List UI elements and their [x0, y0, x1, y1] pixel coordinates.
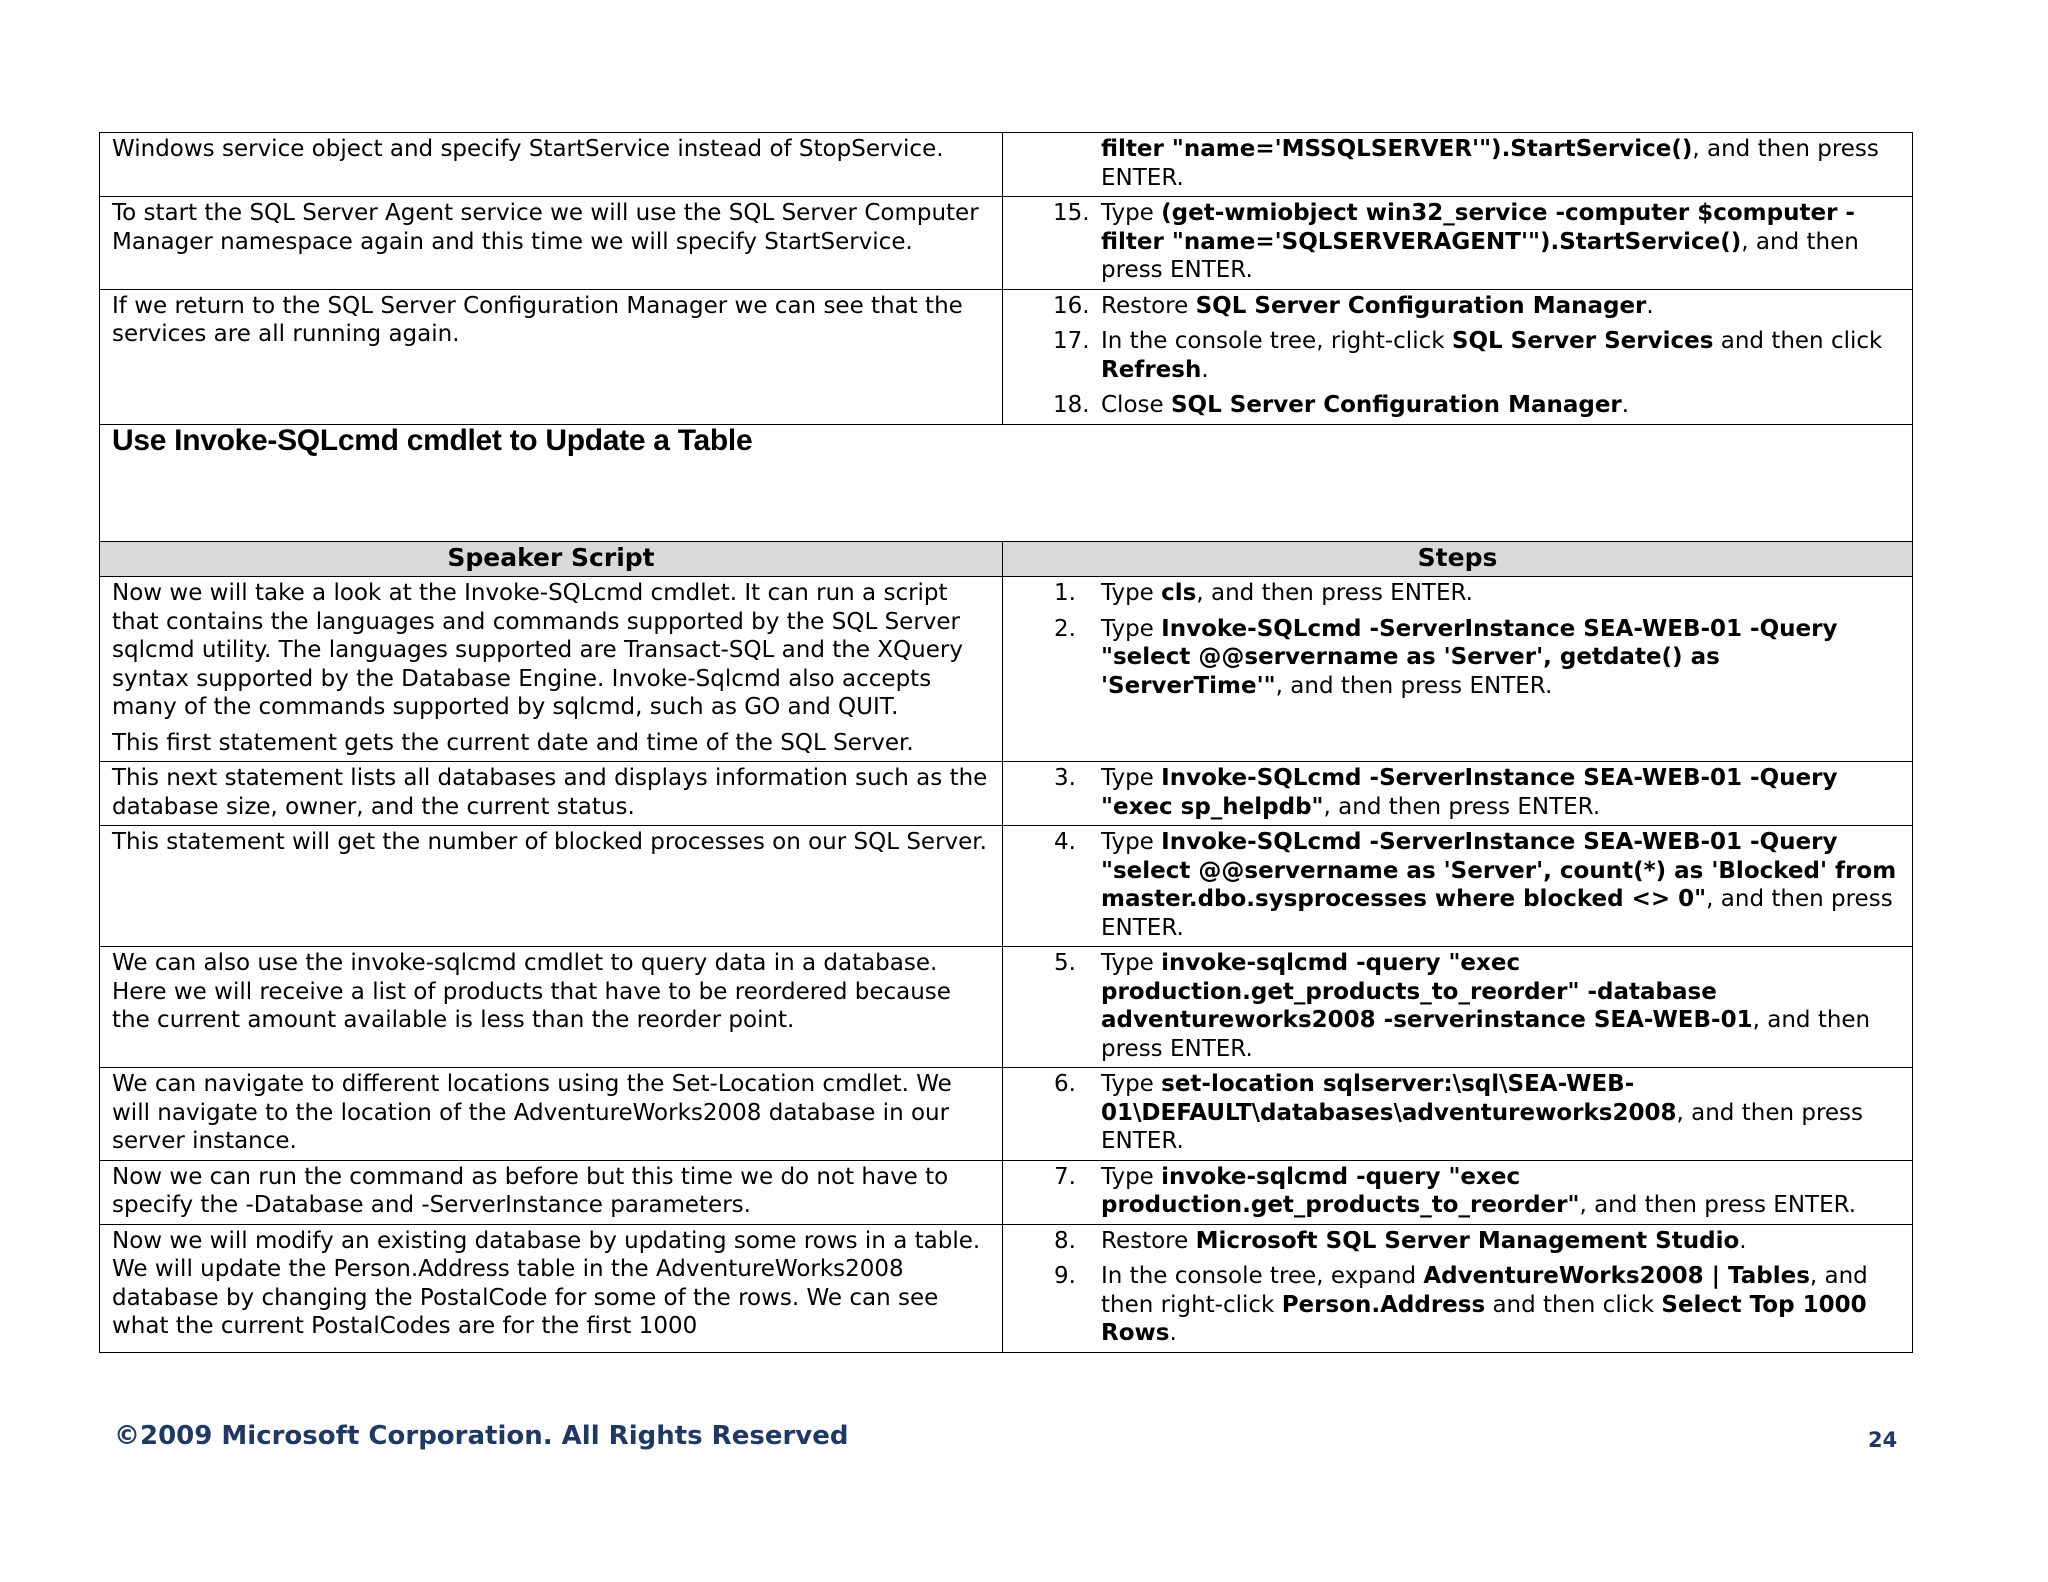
bold-command-text: cls — [1161, 580, 1197, 606]
steps-list — [1015, 828, 1900, 942]
step-item — [1015, 1163, 1900, 1220]
speaker-script-cell — [100, 1160, 1003, 1224]
step-text: Type — [1101, 580, 1162, 606]
step-text: , and then press ENTER. — [1101, 136, 1879, 191]
step-number: 3. — [1054, 765, 1076, 791]
table-row — [100, 826, 1913, 947]
speaker-script-cell — [100, 947, 1003, 1068]
step-text: Type — [1101, 950, 1162, 976]
step-number: 6. — [1054, 1071, 1076, 1097]
bold-command-text: invoke-sqlcmd -query "exec production.get_products_to_reorder" -database adventureworks2008 -serverinstance SEA-WEB-01 — [1101, 950, 1753, 1033]
steps-cell — [1003, 133, 1913, 197]
script-paragraph: Now we can run the command as before but this time we do not have to specify the -Database and -ServerInstance parameters. — [112, 1163, 949, 1218]
steps-list — [1015, 764, 1900, 821]
table-row — [100, 1068, 1913, 1161]
bold-command-text: Person.Address — [1281, 1291, 1486, 1318]
table-row — [100, 197, 1913, 290]
step-item — [1015, 327, 1900, 384]
script-paragraph: We can navigate to different locations using the Set-Location cmdlet. We will navigate to the location of the AdventureWorks2008 database in our server instance. — [112, 1071, 952, 1154]
footer-copyright: ©2009 Microsoft Corporation. All Rights Reserved — [114, 1421, 849, 1451]
steps-list — [1015, 1070, 1900, 1156]
steps-cell — [1003, 1160, 1913, 1224]
script-paragraph: To start the SQL Server Agent service we will use the SQL Server Computer Manager namespace again and this time we will specify StartService. — [112, 200, 979, 255]
table-row — [100, 289, 1913, 424]
script-paragraph: This statement will get the number of blocked processes on our SQL Server. — [112, 829, 987, 855]
step-text: , and then right-click — [1101, 1263, 1868, 1318]
bold-command-text: Invoke-SQLcmd -ServerInstance SEA-WEB-01 -Query "select @@servername as 'Server', getdate() as 'ServerTime'" — [1101, 615, 1838, 699]
steps-cell — [1003, 577, 1913, 762]
bold-command-text: (get-wmiobject win32_service -computer $computer -filter "name='SQLSERVERAGENT'").StartService() — [1101, 200, 1855, 255]
table-row — [100, 577, 1913, 762]
step-continuation — [1015, 135, 1900, 192]
table-row — [100, 762, 1913, 826]
bold-command-text: Invoke-SQLcmd -ServerInstance SEA-WEB-01 -Query "select @@servername as 'Server', count(*) as 'Blocked' from master.dbo.sysprocesses where blocked <> 0" — [1101, 829, 1897, 912]
step-item — [1015, 615, 1900, 701]
script-paragraph: Windows service object and specify StartService instead of StopService. — [112, 136, 944, 162]
speaker-script-cell — [100, 1224, 1003, 1352]
table-row — [100, 133, 1913, 197]
speaker-script-cell — [100, 577, 1003, 762]
speaker-script-cell — [100, 289, 1003, 424]
step-text: Type — [1101, 1071, 1162, 1097]
step-number: 1. — [1054, 580, 1076, 606]
step-text: , and then press ENTER. — [1101, 886, 1893, 941]
step-number: 2. — [1054, 615, 1076, 642]
speaker-script-cell — [100, 826, 1003, 947]
bold-command-text: Invoke-SQLcmd -ServerInstance SEA-WEB-01 -Query "exec sp_helpdb" — [1101, 765, 1838, 820]
steps-cell — [1003, 826, 1913, 947]
steps-list — [1015, 1163, 1900, 1220]
table-header-row — [100, 541, 1913, 577]
procedure-table — [99, 132, 1913, 1353]
step-item — [1015, 1070, 1900, 1156]
steps-cell — [1003, 1068, 1913, 1161]
step-text: Type — [1101, 615, 1162, 642]
step-number: 4. — [1054, 829, 1076, 855]
section-title: Use Invoke-SQLcmd cmdlet to Update a Table — [112, 423, 753, 457]
bold-command-text: Refresh — [1101, 356, 1202, 383]
steps-list — [1015, 199, 1900, 285]
step-item — [1015, 949, 1900, 1063]
steps-list — [1015, 579, 1900, 700]
step-text: , and then press ENTER. — [1275, 672, 1553, 699]
bold-command-text: AdventureWorks2008 | Tables — [1423, 1263, 1810, 1289]
script-paragraph: Now we will take a look at the Invoke-SQLcmd cmdlet. It can run a script that contains the languages and commands supported by the SQL Server sqlcmd utility. The languages supported are Transact-SQL and the XQuery syntax supported by the Database Engine. Invoke-Sqlcmd also accepts many of the commands supported by sqlcmd, such as GO and QUIT. — [112, 580, 963, 720]
step-number: 8. — [1054, 1227, 1076, 1254]
step-text: and then click — [1713, 328, 1883, 354]
step-text: Restore — [1101, 1227, 1196, 1254]
steps-list — [1015, 292, 1900, 420]
steps-cell — [1003, 289, 1913, 424]
step-number: 15. — [1053, 200, 1090, 226]
step-text: , and then press ENTER. — [1196, 580, 1473, 606]
steps-cell — [1003, 762, 1913, 826]
step-item — [1015, 391, 1900, 420]
step-text: In the console tree, expand — [1101, 1263, 1424, 1289]
steps-list — [1015, 1227, 1900, 1348]
bold-command-text: SQL Server Services — [1451, 328, 1714, 354]
speaker-script-cell — [100, 1068, 1003, 1161]
section-heading-row — [100, 424, 1913, 577]
step-text: Close — [1101, 392, 1171, 418]
header-speaker-script: Speaker Script — [100, 541, 1003, 577]
step-item — [1015, 579, 1900, 608]
step-number: 18. — [1053, 392, 1090, 418]
speaker-script-cell — [100, 762, 1003, 826]
step-text: . — [1646, 292, 1654, 319]
table-top-section — [100, 133, 1913, 425]
bold-command-text: SQL Server Configuration Manager — [1195, 292, 1647, 319]
page-number: 24 — [1868, 1428, 1898, 1452]
step-item — [1015, 1262, 1900, 1348]
step-text: Type — [1101, 829, 1162, 855]
step-text: , and then press ENTER. — [1101, 1007, 1871, 1062]
step-item — [1015, 199, 1900, 285]
step-text: Restore — [1101, 292, 1196, 319]
step-text: , and then press ENTER. — [1101, 228, 1859, 283]
step-text: , and then press ENTER. — [1579, 1192, 1857, 1218]
speaker-script-cell — [100, 197, 1003, 290]
speaker-script-cell — [100, 133, 1003, 197]
step-text: . — [1621, 392, 1630, 418]
step-text: . — [1739, 1227, 1747, 1254]
script-paragraph: We can also use the invoke-sqlcmd cmdlet to query data in a database. Here we will receive a list of products that have to be reordered because the current amount available is less than the reorder point. — [112, 950, 951, 1033]
script-paragraph: This next statement lists all databases and displays information such as the database size, owner, and the current status. — [112, 765, 988, 820]
section-title-cell — [100, 424, 1913, 541]
step-number: 9. — [1054, 1263, 1076, 1289]
step-text: In the console tree, right-click — [1101, 328, 1452, 354]
step-text: and then click — [1485, 1291, 1662, 1318]
step-text: Type — [1101, 765, 1162, 791]
step-text: , and then press ENTER. — [1101, 1099, 1864, 1154]
steps-cell — [1003, 947, 1913, 1068]
step-number: 17. — [1053, 328, 1090, 354]
step-item — [1015, 764, 1900, 821]
table-bottom-section — [100, 577, 1913, 1353]
bold-command-text: SQL Server Configuration Manager — [1170, 392, 1622, 418]
bold-command-text: Microsoft SQL Server Management Studio — [1195, 1227, 1740, 1254]
step-item — [1015, 292, 1900, 321]
steps-cell — [1003, 197, 1913, 290]
step-text: Type — [1101, 1163, 1162, 1190]
step-number: 16. — [1053, 292, 1090, 319]
table-row — [100, 947, 1913, 1068]
bold-command-text: invoke-sqlcmd -query "exec production.get_products_to_reorder" — [1101, 1163, 1580, 1218]
step-number: 5. — [1054, 950, 1076, 976]
script-paragraph: Now we will modify an existing database by updating some rows in a table. We will update the Person.Address table in the AdventureWorks2008 database by changing the PostalCode for some of the rows. We can see what the current PostalCodes are for the first 1000 — [112, 1227, 981, 1339]
step-text: Type — [1101, 200, 1162, 226]
step-item — [1015, 828, 1900, 942]
bold-command-text: set-location sqlserver:\sql\SEA-WEB-01\DEFAULT\databases\adventureworks2008 — [1101, 1071, 1677, 1126]
steps-list — [1015, 949, 1900, 1063]
script-paragraph: This first statement gets the current date and time of the SQL Server. — [112, 729, 914, 756]
step-text: , and then press ENTER. — [1323, 793, 1601, 820]
header-steps: Steps — [1003, 541, 1913, 577]
step-text: . — [1169, 1320, 1177, 1346]
table-row — [100, 1224, 1913, 1352]
step-number: 7. — [1054, 1163, 1076, 1190]
bold-command-text: Select Top 1000 Rows — [1101, 1291, 1867, 1346]
bold-command-text: filter "name='MSSQLSERVER'").StartService() — [1101, 136, 1693, 162]
steps-cell — [1003, 1224, 1913, 1352]
step-text: . — [1201, 356, 1209, 383]
table-row — [100, 1160, 1913, 1224]
step-item — [1015, 1227, 1900, 1256]
script-paragraph: If we return to the SQL Server Configuration Manager we can see that the services are all running again. — [112, 292, 963, 347]
